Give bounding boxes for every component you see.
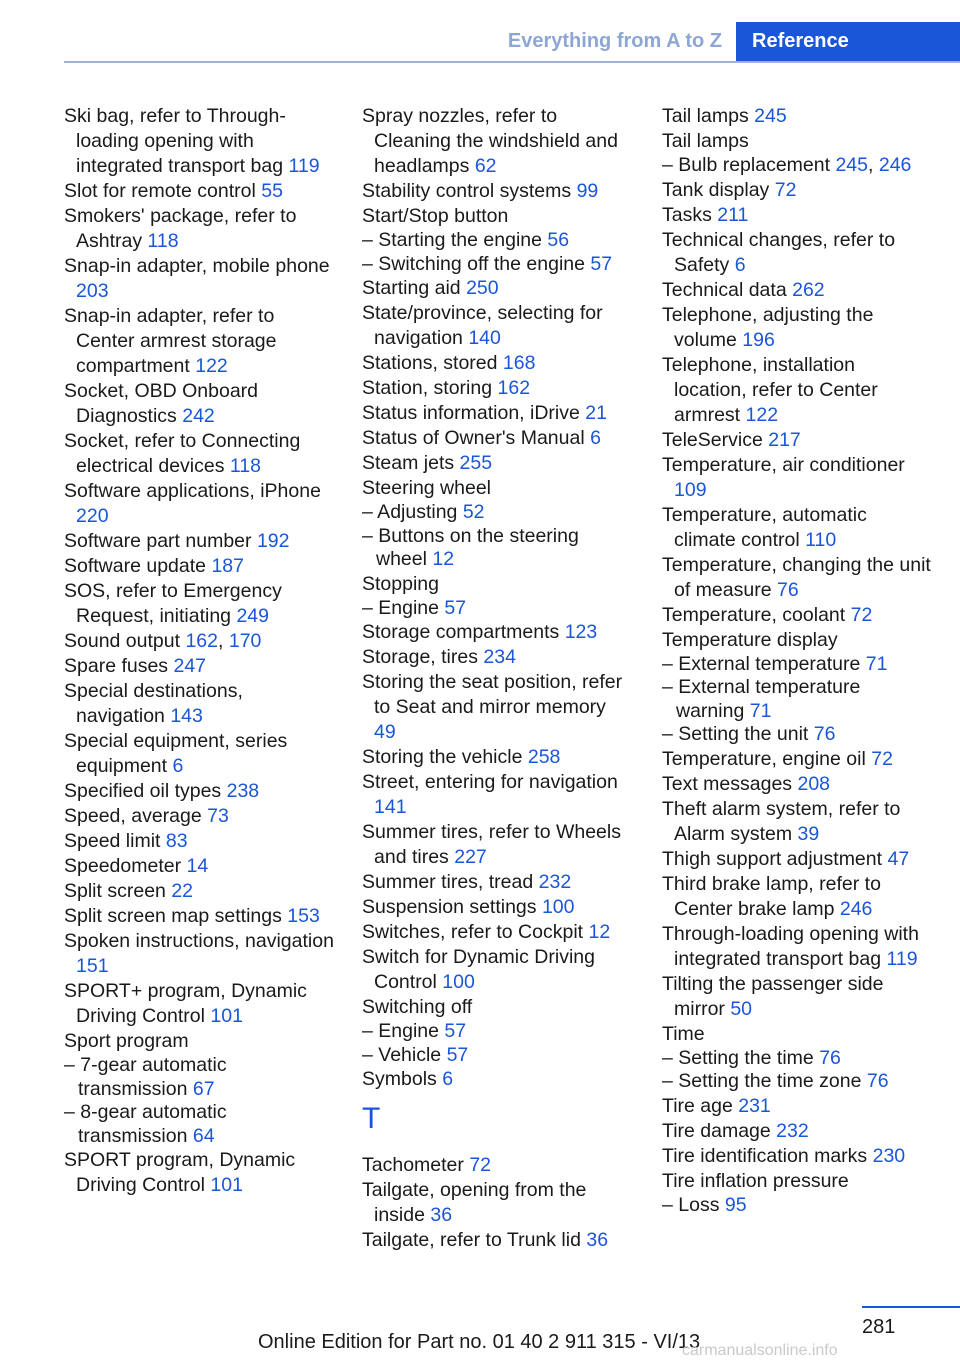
index-entry: [662, 922, 932, 972]
index-term: Socket, OBD Onboard Diagnostics: [64, 380, 259, 427]
index-entry: [64, 929, 334, 979]
index-entry: [362, 376, 632, 401]
index-term: – External temperature: [662, 652, 861, 675]
index-term: – Setting the time: [662, 1046, 814, 1069]
index-entry: [64, 254, 334, 304]
index-term: Summer tires, refer to Wheels and tires: [362, 821, 621, 868]
index-subentry: [662, 723, 932, 747]
page-link[interactable]: 67: [192, 1077, 215, 1100]
index-subentry: [662, 653, 932, 677]
index-entry: [362, 572, 632, 597]
page-link[interactable]: 109: [674, 478, 707, 501]
index-entry: [362, 401, 632, 426]
page-link[interactable]: 71: [749, 699, 772, 722]
index-entry: [362, 670, 632, 745]
index-entry: [662, 129, 932, 154]
page-link[interactable]: 245: [835, 154, 868, 176]
page-link[interactable]: 168: [502, 352, 536, 374]
index-subentry: [64, 1054, 334, 1101]
index-entry: [64, 679, 334, 729]
index-term: Stations, stored: [362, 352, 498, 374]
index-entry: [64, 179, 334, 204]
index-entry: [64, 779, 334, 804]
index-column-3: [662, 104, 932, 1217]
index-subentry: [362, 1020, 632, 1044]
index-term: – Bulb replacement: [662, 154, 831, 176]
index-entry: [64, 1029, 334, 1054]
page-link[interactable]: 55: [261, 180, 283, 202]
index-subentry: [362, 501, 632, 525]
index-term: Start/Stop button: [362, 205, 509, 227]
index-term: – Vehicle: [362, 1043, 442, 1066]
page-link[interactable]: 57: [444, 596, 467, 619]
page-link[interactable]: 140: [468, 327, 501, 349]
page-link[interactable]: 71: [865, 652, 888, 675]
page-link[interactable]: 196: [742, 328, 775, 351]
page-link[interactable]: 246: [878, 154, 912, 176]
page-link[interactable]: 47: [887, 847, 910, 870]
page-link[interactable]: 14: [186, 855, 209, 877]
index-entry: [662, 603, 932, 628]
page-link[interactable]: 162: [497, 377, 531, 399]
page-link[interactable]: 101: [210, 1174, 243, 1196]
page-link[interactable]: 52: [462, 501, 485, 523]
index-entry: [362, 895, 632, 920]
index-term: Tail lamps: [662, 130, 749, 152]
page-link[interactable]: 118: [147, 230, 179, 252]
page-link[interactable]: 62: [474, 155, 497, 177]
page-link[interactable]: 255: [459, 452, 493, 474]
index-entry: [662, 503, 932, 553]
reference-tab: Reference: [736, 22, 960, 63]
page-link[interactable]: 72: [871, 747, 893, 770]
page-link[interactable]: 110: [805, 528, 837, 551]
index-term: Status of Owner's Manual: [362, 427, 585, 449]
index-term: Thigh support adjustment: [662, 847, 883, 870]
index-term: SOS, refer to Emergency Request, initiating: [64, 580, 282, 627]
index-entry: [362, 426, 632, 451]
index-entry: [362, 870, 632, 895]
index-term: Storing the vehicle: [362, 746, 523, 768]
page-link[interactable]: 187: [211, 555, 244, 577]
index-term: – 8-gear automatic transmission: [64, 1101, 227, 1147]
index-entry: [64, 904, 334, 929]
index-entry: [362, 276, 632, 301]
index-entry: [64, 104, 334, 179]
index-term: Street, entering for navigation: [362, 771, 618, 793]
index-term: Tire damage: [662, 1119, 771, 1142]
page-link[interactable]: 39: [797, 822, 820, 845]
index-subentry: [662, 1070, 932, 1094]
page-link[interactable]: 22: [171, 880, 194, 902]
index-entry: [362, 451, 632, 476]
index-term: Speed limit: [64, 830, 161, 852]
index-term: Text messages: [662, 772, 793, 795]
index-subentry: [362, 229, 632, 253]
index-term: – Loss: [662, 1193, 720, 1216]
page-link[interactable]: 231: [738, 1094, 771, 1117]
page-link[interactable]: 153: [287, 905, 320, 927]
page-link[interactable]: 76: [819, 1046, 841, 1069]
index-term: Sound output: [64, 630, 181, 652]
index-term: Status information, iDrive: [362, 402, 580, 424]
index-term: Switching off: [362, 996, 473, 1018]
index-entry: [64, 204, 334, 254]
index-entry: Sound output 162, 170: [64, 630, 262, 652]
index-entry: [64, 529, 334, 554]
index-entry: [662, 353, 932, 428]
index-term: Theft alarm system, refer to Alarm system: [662, 797, 901, 845]
index-entry: [64, 579, 334, 629]
index-term: Tire age: [662, 1094, 733, 1117]
index-entry: [662, 203, 932, 228]
page-link[interactable]: 232: [538, 871, 572, 893]
index-term: Tasks: [662, 203, 712, 226]
page-header: [0, 0, 960, 62]
page-link[interactable]: 57: [446, 1043, 469, 1066]
index-term: Storage compartments: [362, 621, 560, 643]
index-entry: [64, 429, 334, 479]
page-link[interactable]: 232: [776, 1119, 809, 1142]
page-link[interactable]: 245: [754, 105, 787, 127]
page-link[interactable]: 227: [454, 846, 487, 868]
index-term: Temperature display: [662, 628, 838, 651]
index-entry: [662, 772, 932, 797]
page-link[interactable]: 99: [576, 180, 599, 202]
page-link[interactable]: 50: [730, 997, 753, 1020]
page-link[interactable]: 249: [236, 605, 269, 627]
index-term: Through-loading opening with integrated transport bag: [662, 922, 919, 970]
index-term: Temperature, coolant: [662, 603, 846, 626]
index-term: Specified oil types: [64, 780, 222, 802]
index-term: – Setting the unit: [662, 723, 809, 745]
index-entry: [362, 476, 632, 501]
index-entry: [64, 554, 334, 579]
page-link[interactable]: 57: [444, 1020, 467, 1042]
index-entry: [362, 995, 632, 1020]
page-link[interactable]: 151: [76, 955, 109, 977]
index-term: Technical data: [662, 278, 787, 301]
index-entry: [662, 553, 932, 603]
index-entry: [662, 847, 932, 872]
index-term: – Adjusting: [362, 501, 458, 523]
index-entry: [362, 179, 632, 204]
section-letter: T: [362, 1102, 381, 1135]
page-link[interactable]: 262: [792, 278, 825, 301]
index-term: Storing the seat position, refer to Seat and mirror memory: [362, 671, 623, 718]
index-column-1: [64, 104, 334, 1198]
index-entry: [662, 747, 932, 772]
page-link[interactable]: 118: [229, 455, 261, 477]
index-term: Snap-in adapter, mobile phone: [64, 255, 330, 277]
index-term: – 7-gear automatic transmission: [64, 1054, 227, 1100]
index-column-2: [362, 104, 632, 1253]
index-entry: [362, 920, 632, 945]
index-entry: [64, 979, 334, 1029]
index-entry: [64, 829, 334, 854]
index-term: Snap-in adapter, refer to Center armrest storage compartment: [64, 305, 277, 377]
index-entry: [362, 1228, 632, 1253]
page-link[interactable]: 234: [483, 646, 516, 668]
index-term: Sport program: [64, 1030, 189, 1052]
page-link[interactable]: 56: [547, 229, 570, 251]
index-term: Spare fuses: [64, 655, 169, 677]
index-entry: [662, 1169, 932, 1194]
index-term: Spray nozzles, refer to Cleaning the windshield and headlamps: [362, 105, 618, 177]
index-entry: [64, 854, 334, 879]
page-link[interactable]: 123: [564, 621, 598, 643]
index-term: Symbols: [362, 1068, 437, 1090]
page-link[interactable]: 76: [813, 723, 836, 745]
index-entry: [662, 278, 932, 303]
index-entry: [64, 879, 334, 904]
index-entry: [64, 654, 334, 679]
page-link[interactable]: 141: [374, 796, 407, 818]
page-link[interactable]: 119: [886, 947, 918, 970]
index-term: SPORT program, Dynamic Driving Control: [64, 1149, 296, 1196]
page-link[interactable]: 258: [527, 746, 561, 768]
index-entry: [662, 628, 932, 653]
page-link[interactable]: 122: [195, 355, 228, 377]
index-entry: [662, 228, 932, 278]
page-link[interactable]: 100: [442, 971, 475, 993]
index-entry: [662, 1094, 932, 1119]
index-entry: [362, 645, 632, 670]
index-term: Telephone, adjusting the volume: [662, 303, 874, 351]
page-link[interactable]: 73: [207, 805, 229, 827]
index-entry: [662, 1144, 932, 1169]
index-entry: [362, 1153, 632, 1178]
page-link[interactable]: 208: [797, 772, 831, 795]
index-entry: [362, 204, 632, 229]
index-term: Temperature, changing the unit of measure: [662, 553, 931, 601]
index-entry: [662, 104, 932, 129]
index-entry: [362, 351, 632, 376]
page-link[interactable]: 246: [839, 897, 873, 920]
index-entry: [64, 479, 334, 529]
index-term: – Starting the engine: [362, 229, 542, 251]
page-link[interactable]: 6: [590, 427, 601, 449]
index-term: Special destinations, navigation: [64, 680, 243, 727]
page-link[interactable]: 36: [430, 1204, 453, 1226]
index-term: Slot for remote control: [64, 180, 256, 202]
header-divider: [64, 61, 960, 63]
index-term: Suspension settings: [362, 896, 537, 918]
page-link[interactable]: 100: [541, 896, 575, 918]
index-subentry: [362, 525, 632, 572]
page-link[interactable]: 21: [585, 402, 607, 424]
index-entry: [362, 1067, 632, 1092]
index-subentry: [362, 253, 632, 277]
page-link[interactable]: 76: [776, 578, 799, 601]
index-term: Switches, refer to Cockpit: [362, 921, 584, 943]
page-number: 281: [862, 1316, 896, 1338]
index-term: Tachometer: [362, 1154, 464, 1176]
index-entry: [64, 804, 334, 829]
page-link[interactable]: 83: [165, 830, 188, 852]
index-term: Steam jets: [362, 452, 455, 474]
index-term: Tail lamps: [662, 105, 749, 127]
index-entry: [362, 770, 632, 820]
index-subentry: [662, 1047, 932, 1071]
index-subentry: [662, 676, 932, 723]
index-term: Smokers' package, refer to Ashtray: [64, 205, 297, 252]
index-entry: [362, 745, 632, 770]
index-term: Tire identification marks: [662, 1144, 868, 1167]
index-term: Stability control systems: [362, 180, 572, 202]
page-link[interactable]: 6: [172, 755, 184, 777]
index-term: Split screen map settings: [64, 905, 282, 927]
index-term: Temperature, automatic climate control: [662, 503, 867, 551]
index-entry: [662, 428, 932, 453]
index-entry: [64, 729, 334, 779]
page-link[interactable]: 119: [288, 155, 320, 177]
index-term: Speedometer: [64, 855, 182, 877]
page-link[interactable]: 211: [717, 203, 749, 226]
index-term: Temperature, air conditioner: [662, 453, 905, 476]
index-term: Tank display: [662, 178, 770, 201]
index-term: – Engine: [362, 1020, 439, 1042]
index-term: Split screen: [64, 880, 166, 902]
page-link[interactable]: 220: [76, 505, 109, 527]
index-subentry: [64, 1101, 334, 1148]
page-link[interactable]: 101: [210, 1005, 243, 1027]
index-entry: [64, 1148, 334, 1198]
page-link[interactable]: 36: [586, 1229, 609, 1251]
index-term: Storage, tires: [362, 646, 478, 668]
page-link[interactable]: 72: [774, 178, 797, 201]
index-entry: [362, 301, 632, 351]
page-link[interactable]: 72: [469, 1154, 492, 1176]
page-link[interactable]: 238: [226, 780, 260, 802]
index-entry: [662, 303, 932, 353]
page-link[interactable]: 242: [182, 405, 215, 427]
index-entry: [362, 620, 632, 645]
index-entry: [662, 797, 932, 847]
index-term: Tailgate, refer to Trunk lid: [362, 1229, 581, 1251]
page-link[interactable]: 95: [724, 1193, 747, 1216]
index-term: Starting aid: [362, 277, 461, 299]
index-term: – Setting the time zone: [662, 1070, 862, 1092]
index-term: Temperature, engine oil: [662, 747, 866, 770]
page-link[interactable]: 12: [432, 548, 455, 570]
page-link[interactable]: 170: [228, 630, 262, 652]
index-term: Steering wheel: [362, 477, 491, 499]
index-term: Tailgate, opening from the inside: [362, 1179, 587, 1226]
index-term: State/province, selecting for navigation: [362, 302, 603, 349]
index-term: – Buttons on the steering wheel: [362, 524, 579, 570]
page-link[interactable]: 203: [76, 280, 109, 302]
page-link[interactable]: 143: [170, 705, 203, 727]
index-term: Special equipment, series equipment: [64, 730, 288, 777]
index-entry: [662, 1119, 932, 1144]
index-entry: [662, 453, 932, 503]
index-entry: [362, 104, 632, 179]
index-subentry: [362, 1044, 632, 1068]
page-link[interactable]: 247: [173, 655, 207, 677]
page-link[interactable]: 76: [866, 1070, 889, 1092]
page-link[interactable]: 230: [872, 1144, 906, 1167]
index-term: Telephone, installation location, refer to Center armrest: [662, 353, 878, 426]
watermark: carmanualsonline.info: [682, 1342, 838, 1359]
index-term: Stopping: [362, 572, 439, 595]
page-link[interactable]: 162: [185, 630, 218, 652]
index-term: Software part number: [64, 530, 252, 552]
page-number-rule: [862, 1306, 960, 1308]
index-entry: [662, 872, 932, 922]
index-entry: [362, 945, 632, 995]
index-term: Software update: [64, 555, 207, 577]
index-term: TeleService: [662, 428, 763, 451]
index-term: Tilting the passenger side mirror: [662, 972, 884, 1020]
page-link[interactable]: 72: [850, 603, 873, 626]
page-link[interactable]: 64: [192, 1124, 215, 1147]
index-entry: [64, 379, 334, 429]
index-entry: [662, 1022, 932, 1047]
index-subentry: – Bulb replacement 245, 246: [662, 154, 912, 176]
index-term: Socket, refer to Connecting electrical devices: [64, 430, 301, 477]
index-term: Summer tires, tread: [362, 871, 534, 893]
index-term: SPORT+ program, Dynamic Driving Control: [64, 980, 307, 1027]
index-term: Technical changes, refer to Safety: [662, 228, 896, 276]
page-link[interactable]: 57: [590, 252, 613, 275]
index-entry: [662, 972, 932, 1022]
index-term: Third brake lamp, refer to Center brake lamp: [662, 872, 881, 920]
page-link[interactable]: 192: [256, 530, 290, 552]
index-term: – Engine: [362, 596, 439, 619]
index-term: Spoken instructions, navigation: [64, 930, 334, 952]
section-title: Everything from A to Z: [507, 30, 722, 52]
index-term: Station, storing: [362, 377, 493, 399]
index-term: – Switching off the engine: [362, 252, 585, 275]
index-term: Ski bag, refer to Through-loading opening with integrated transport bag: [64, 105, 286, 177]
index-subentry: [362, 597, 632, 621]
page-link[interactable]: 122: [745, 403, 779, 426]
index-term: Switch for Dynamic Driving Control: [362, 946, 595, 993]
index-entry: [662, 178, 932, 203]
index-term: Speed, average: [64, 805, 202, 827]
index-entry: [64, 304, 334, 379]
index-entry: [362, 820, 632, 870]
index-entry: [362, 1178, 632, 1228]
page-link[interactable]: 12: [588, 921, 611, 943]
index-subentry: [662, 1194, 932, 1218]
page-link[interactable]: 217: [768, 428, 801, 451]
page-link[interactable]: 49: [374, 721, 396, 743]
index-term: Time: [662, 1022, 705, 1045]
page-link[interactable]: 6: [734, 253, 746, 276]
index-term: – External temperature warning: [662, 676, 861, 722]
edition-footer: Online Edition for Part no. 01 40 2 911 315 - VI/13: [258, 1331, 701, 1353]
index-term: Software applications, iPhone: [64, 480, 321, 502]
page-link[interactable]: 250: [466, 277, 499, 299]
index-term: Tire inflation pressure: [662, 1169, 849, 1192]
page-link[interactable]: 6: [442, 1068, 454, 1090]
